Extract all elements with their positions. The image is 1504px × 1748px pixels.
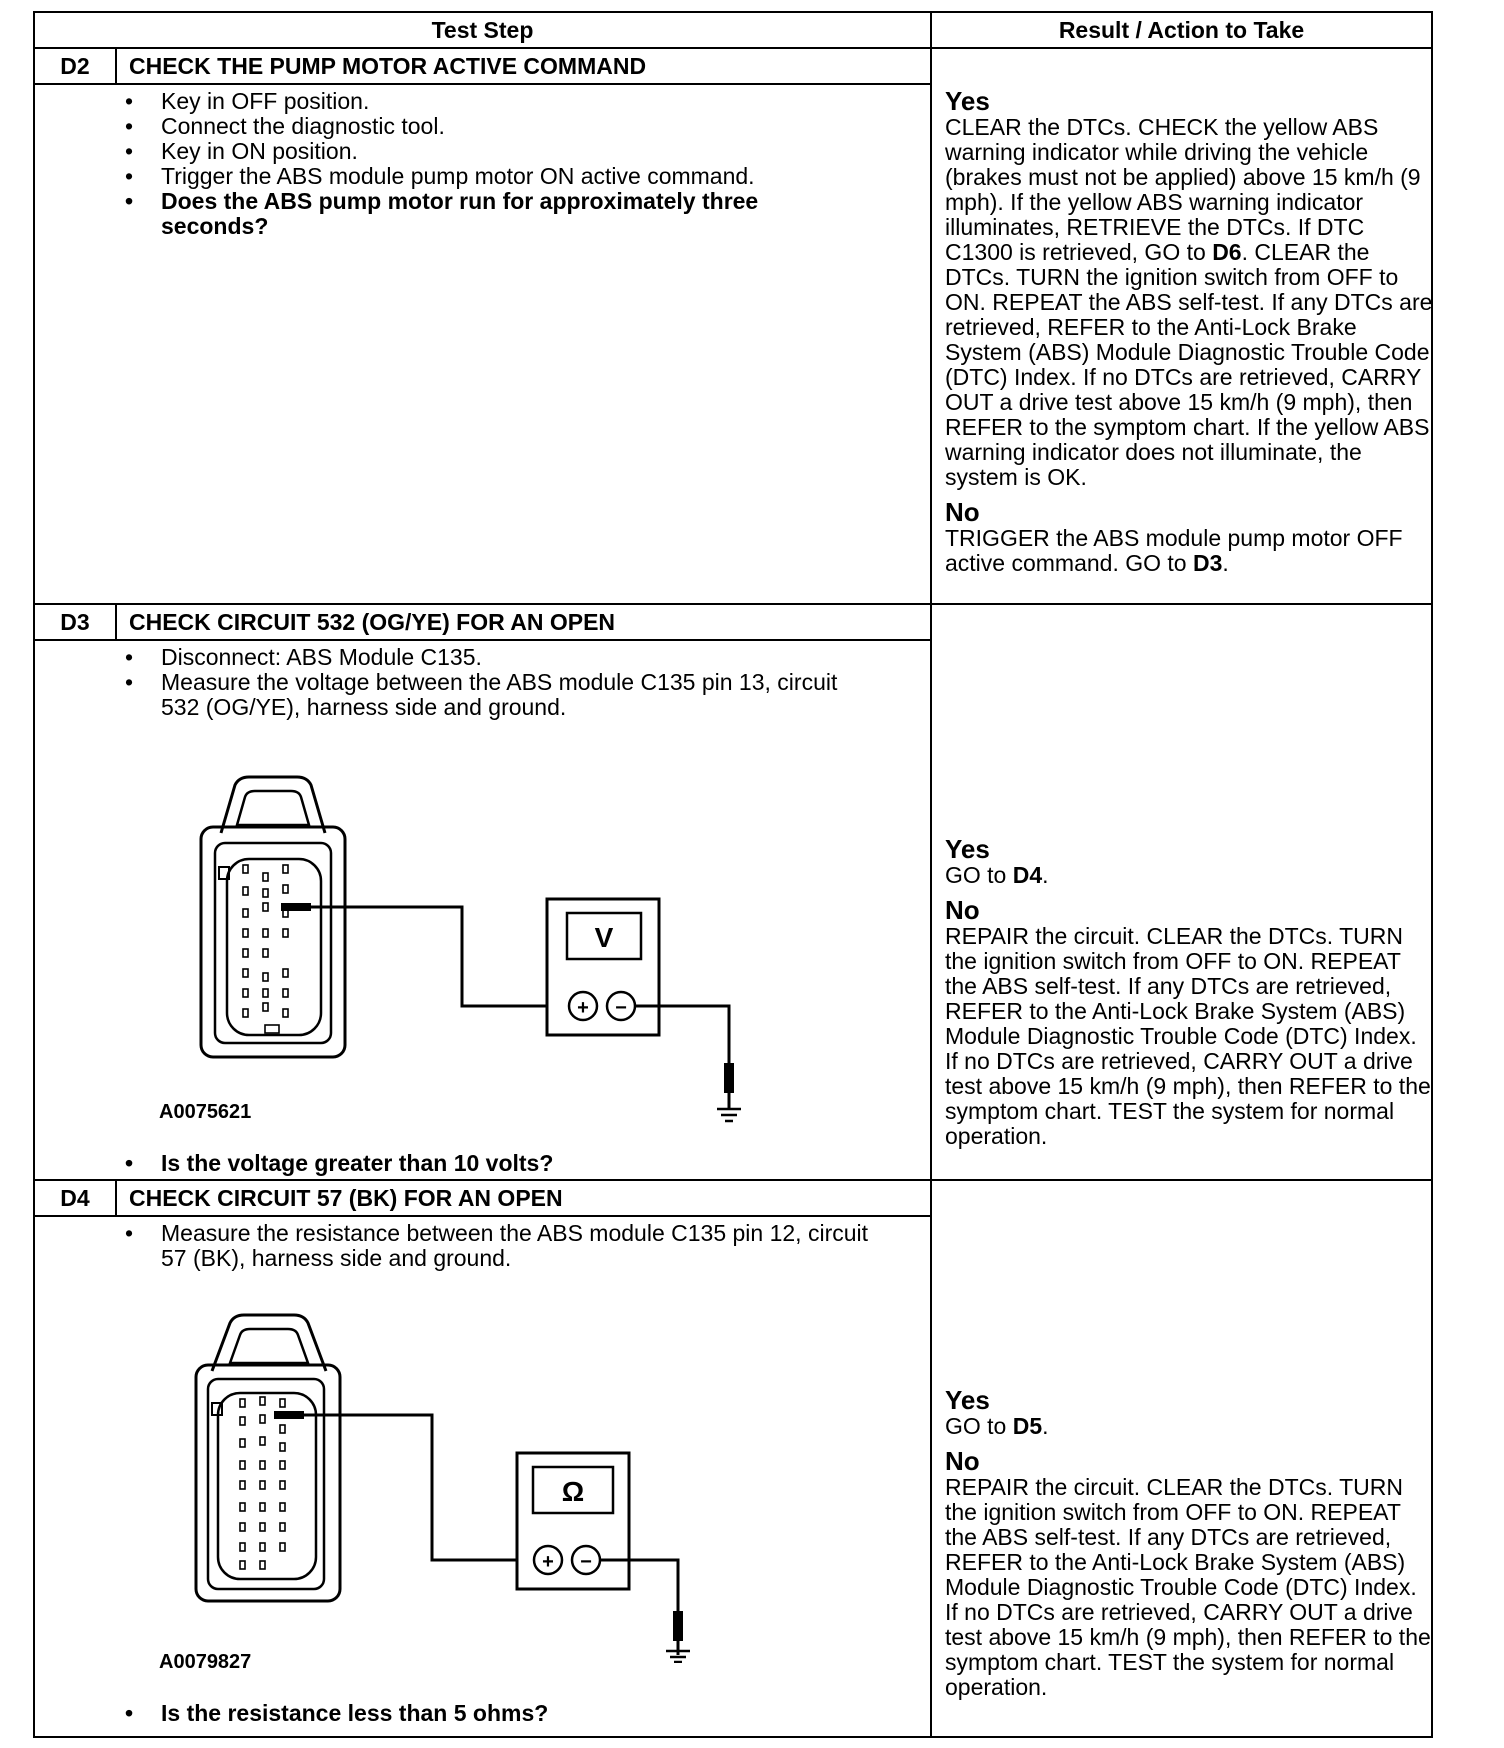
step-bullets xyxy=(125,1701,885,1726)
header-result-action: Result / Action to Take xyxy=(1058,17,1305,43)
bullet-item: • Disconnect: ABS Module C135. xyxy=(125,645,885,670)
row-rule xyxy=(35,1179,1431,1181)
step-question: • Is the voltage greater than 10 volts? xyxy=(125,1151,885,1176)
step-bullets xyxy=(125,1151,885,1176)
step-question: • Does the ABS pump motor run for approximately three seconds? xyxy=(125,189,801,239)
figure-id: A0075621 xyxy=(159,1101,252,1123)
step-bullets xyxy=(125,89,885,239)
no-label: No xyxy=(945,1446,980,1476)
step-id: D3 xyxy=(60,609,90,635)
id-divider xyxy=(115,49,117,85)
bullet-item: • Key in OFF position. xyxy=(125,89,885,114)
plus-terminal: + xyxy=(542,1551,554,1573)
minus-terminal: − xyxy=(580,1551,592,1573)
no-text: TRIGGER the ABS module pump motor OFF active command. GO to D3. xyxy=(945,525,1403,576)
plus-terminal: + xyxy=(577,997,589,1019)
bullet-item: • Measure the voltage between the ABS module C135 pin 13, circuit 532 (OG/YE), harness side and ground. xyxy=(125,670,861,720)
figure-id: A0079827 xyxy=(159,1651,252,1673)
bullet-item: • Measure the resistance between the ABS module C135 pin 12, circuit 57 (BK), harness side and ground. xyxy=(125,1221,881,1271)
no-text: REPAIR the circuit. CLEAR the DTCs. TURN the ignition switch from OFF to ON. REPEAT the ABS self-test. If any DTCs are retrieved, REFER to the Anti-Lock Brake System (ABS) Module Diagnostic Trouble Code (DTC) Index. If no DTCs are retrieved, CARRY OUT a drive test above 15 km/h (9 mph), then REFER to the symptom chart. TEST the system for normal operation. xyxy=(945,1474,1431,1700)
yes-text: CLEAR the DTCs. CHECK the yellow ABS warning indicator while driving the vehicle (brakes must not be applied) above 15 km/h (9 mph). If the yellow ABS warning indicator illuminates, RETRIEVE the DTCs. If DTC C1300 is retrieved, GO to D6. CLEAR the DTCs. TURN the ignition switch from OFF to ON. REPEAT the ABS self-test. If any DTCs are retrieved, REFER to the Anti-Lock Brake System (ABS) Module Diagnostic Trouble Code (DTC) Index. If no DTCs are retrieved, CARRY OUT a drive test above 15 km/h (9 mph), then REFER to the symptom chart. If the yellow ABS warning indicator does not illuminate, the system is OK. xyxy=(945,114,1433,490)
result-action xyxy=(945,1386,1433,1708)
diagnostic-table xyxy=(33,11,1433,1738)
step-bullets xyxy=(125,1221,885,1271)
connector-voltmeter-diagram xyxy=(185,773,745,1123)
title-rule xyxy=(35,1215,930,1217)
step-title: CHECK THE PUMP MOTOR ACTIVE COMMAND xyxy=(129,53,647,79)
column-divider xyxy=(930,13,932,1736)
result-action xyxy=(945,87,1433,584)
yes-label: Yes xyxy=(945,1385,990,1415)
step-title: CHECK CIRCUIT 57 (BK) FOR AN OPEN xyxy=(129,1185,563,1211)
yes-text: GO to D5. xyxy=(945,1413,1049,1439)
goto-ref[interactable]: D3 xyxy=(1192,550,1223,576)
bullet-item: • Key in ON position. xyxy=(125,139,885,164)
no-text: REPAIR the circuit. CLEAR the DTCs. TURN the ignition switch from OFF to ON. REPEAT the ABS self-test. If any DTCs are retrieved, REFER to the Anti-Lock Brake System (ABS) Module Diagnostic Trouble Code (DTC) Index. If no DTCs are retrieved, CARRY OUT a drive test above 15 km/h (9 mph), then REFER to the symptom chart. TEST the system for normal operation. xyxy=(945,923,1431,1149)
title-rule xyxy=(35,83,930,85)
id-divider xyxy=(115,1181,117,1216)
row-rule xyxy=(35,603,1431,605)
step-title: CHECK CIRCUIT 532 (OG/YE) FOR AN OPEN xyxy=(129,609,616,635)
minus-terminal: − xyxy=(615,997,627,1019)
step-question: • Is the resistance less than 5 ohms? xyxy=(125,1701,885,1726)
yes-text: GO to D4. xyxy=(945,862,1049,888)
step-id: D4 xyxy=(60,1185,90,1211)
bullet-item: • Trigger the ABS module pump motor ON active command. xyxy=(125,164,885,189)
header-test-step: Test Step xyxy=(431,17,534,43)
result-action xyxy=(945,835,1433,1157)
goto-ref[interactable]: D6 xyxy=(1212,239,1242,265)
goto-ref[interactable]: D4 xyxy=(1012,862,1043,888)
step-id: D2 xyxy=(60,53,90,79)
meter-symbol: V xyxy=(594,922,614,953)
bullet-item: • Connect the diagnostic tool. xyxy=(125,114,885,139)
meter-symbol: Ω xyxy=(561,1476,585,1507)
no-label: No xyxy=(945,497,980,527)
title-rule xyxy=(35,639,930,641)
goto-ref[interactable]: D5 xyxy=(1012,1413,1043,1439)
yes-label: Yes xyxy=(945,86,990,116)
step-bullets xyxy=(125,645,885,720)
no-label: No xyxy=(945,895,980,925)
yes-label: Yes xyxy=(945,834,990,864)
connector-ohmmeter-diagram xyxy=(190,1313,750,1663)
id-divider xyxy=(115,605,117,640)
